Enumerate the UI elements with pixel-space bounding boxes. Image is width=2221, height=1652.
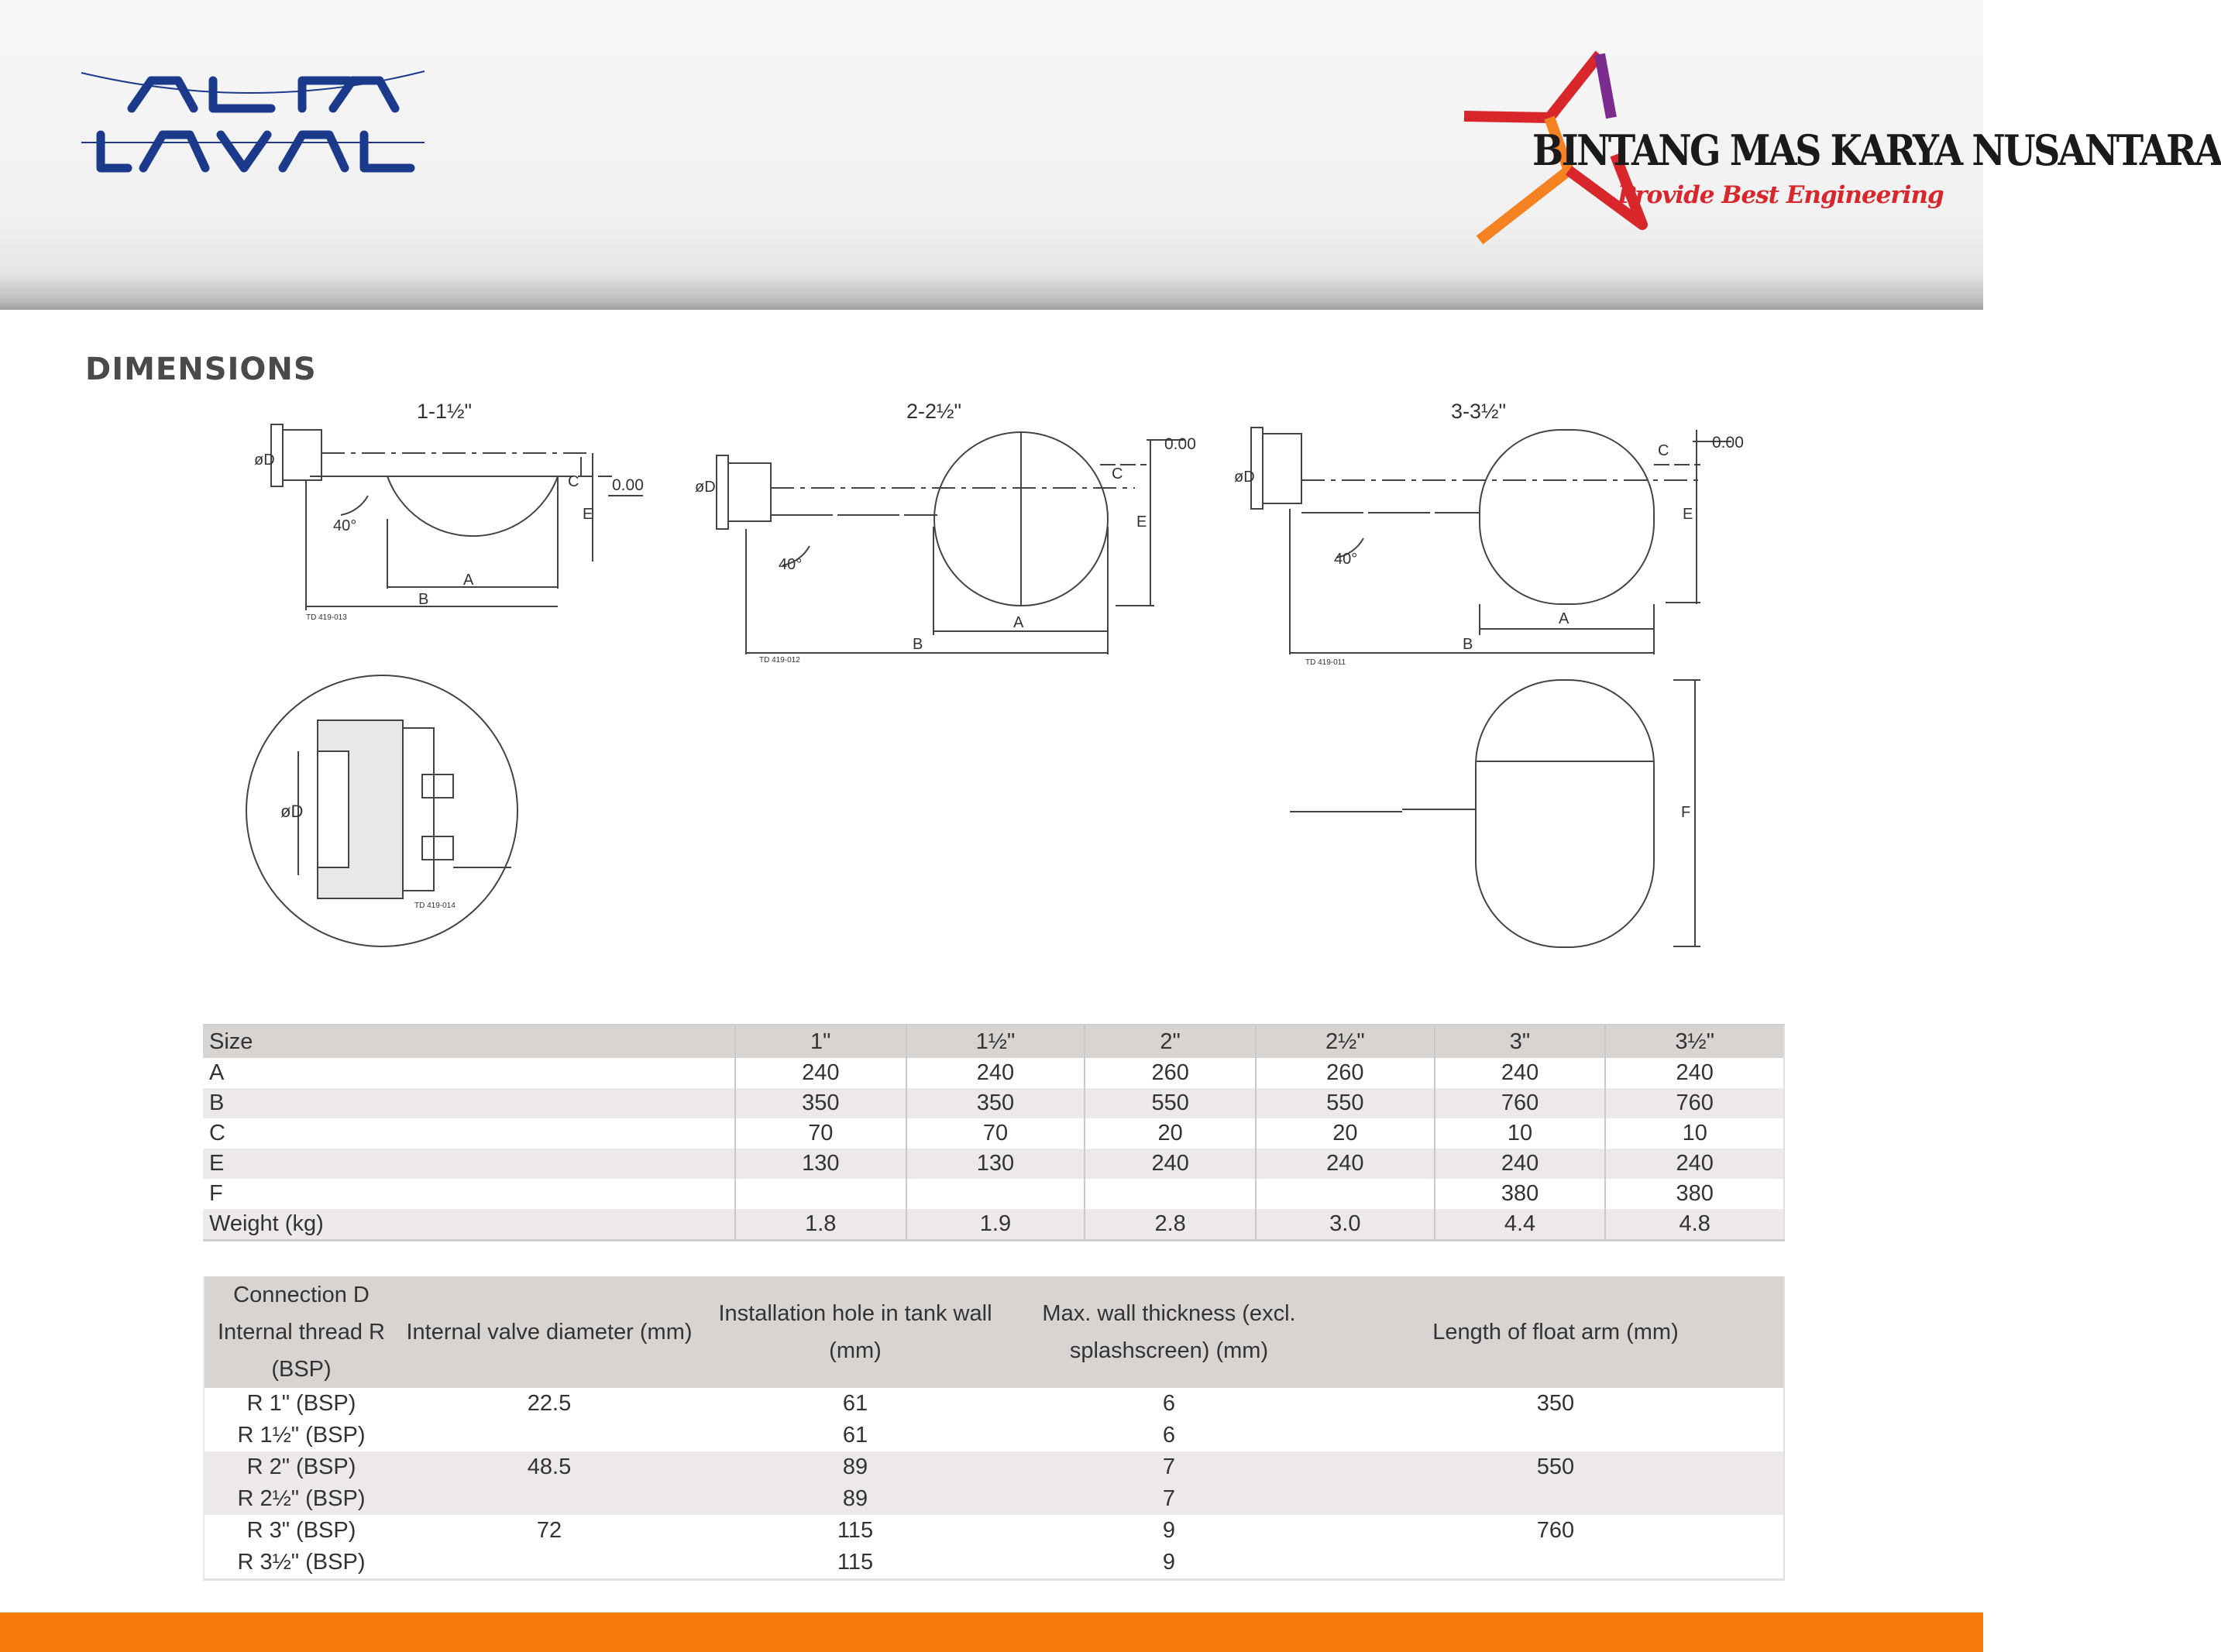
view-2-title: 2-2½": [906, 400, 962, 423]
cell: 22.5: [398, 1388, 700, 1420]
cell: [906, 1179, 1085, 1209]
cell: 72: [398, 1515, 700, 1547]
cell: [1256, 1179, 1435, 1209]
view-1-label-b: B: [418, 591, 429, 608]
view-1-title: 1-1½": [417, 400, 473, 423]
header-size-1: 1": [735, 1025, 906, 1058]
cell: 130: [906, 1149, 1085, 1179]
header-wall-thickness: Max. wall thickness (excl. splashscreen) (mm): [1010, 1276, 1328, 1388]
cell: 240: [1085, 1149, 1256, 1179]
view-1-label-e: E: [583, 506, 593, 523]
row-label: B: [203, 1088, 735, 1118]
cell: 240: [1605, 1149, 1784, 1179]
cell: 350: [906, 1088, 1085, 1118]
cell: 89: [700, 1483, 1010, 1515]
cell: R 3½" (BSP): [204, 1547, 398, 1580]
view-3-label-a: A: [1559, 610, 1569, 627]
view-3-title: 3-3½": [1451, 400, 1507, 423]
technical-drawings: [0, 387, 1983, 976]
cell: 3.0: [1256, 1209, 1435, 1241]
cell: [398, 1483, 700, 1515]
company-name: BINTANG MAS KARYA NUSANTARA: [1532, 125, 2221, 175]
cell: 760: [1328, 1515, 1784, 1547]
side-view: [1290, 680, 1700, 947]
header-valve-diameter: Internal valve diameter (mm): [398, 1276, 700, 1388]
view-1-label-c: C: [568, 473, 579, 490]
cell: 2.8: [1085, 1209, 1256, 1241]
cell: 9: [1010, 1515, 1328, 1547]
detail-ref: TD 419-014: [414, 902, 456, 910]
table-row: [203, 1149, 1784, 1179]
cell: 1.8: [735, 1209, 906, 1241]
footer-bar: [0, 1613, 1983, 1652]
cell: 48.5: [398, 1451, 700, 1483]
header-size-3: 3": [1435, 1025, 1606, 1058]
row-label: Weight (kg): [203, 1209, 735, 1241]
table-row: [203, 1058, 1784, 1088]
header-installation-hole: Installation hole in tank wall (mm): [700, 1276, 1010, 1388]
connection-table-header: [204, 1276, 1784, 1388]
cell: 350: [1328, 1388, 1784, 1420]
cell: 7: [1010, 1451, 1328, 1483]
view-2-label-b: B: [913, 636, 923, 653]
cell: [1085, 1179, 1256, 1209]
cell: 70: [906, 1118, 1085, 1149]
cell: 70: [735, 1118, 906, 1149]
row-label: A: [203, 1058, 735, 1088]
cell: 61: [700, 1388, 1010, 1420]
view-1-label-a: A: [463, 572, 474, 589]
table-row: [204, 1483, 1784, 1515]
cell: R 3" (BSP): [204, 1515, 398, 1547]
cell: 240: [906, 1058, 1085, 1088]
cell: 240: [1256, 1149, 1435, 1179]
header-size-2: 2": [1085, 1025, 1256, 1058]
view-3-datum: 0.00: [1712, 434, 1744, 452]
dimension-table-header: [203, 1025, 1784, 1058]
cell: 760: [1605, 1088, 1784, 1118]
header-size: Size: [203, 1025, 735, 1058]
cell: 240: [735, 1058, 906, 1088]
cell: R 1" (BSP): [204, 1388, 398, 1420]
drawing-view-3: [1251, 428, 1731, 654]
cell: R 1½" (BSP): [204, 1420, 398, 1451]
company-tagline: Provide Best Engineering: [1618, 181, 1944, 209]
cell: 10: [1605, 1118, 1784, 1149]
cell: R 2" (BSP): [204, 1451, 398, 1483]
table-row: [203, 1179, 1784, 1209]
table-row: [204, 1388, 1784, 1420]
view-2-label-c: C: [1112, 465, 1123, 483]
cell: 240: [1435, 1149, 1606, 1179]
cell: R 2½" (BSP): [204, 1483, 398, 1515]
cell: [1328, 1420, 1784, 1451]
cell: 760: [1435, 1088, 1606, 1118]
cell: [1328, 1483, 1784, 1515]
header-connection: Connection D Internal thread R (BSP): [204, 1276, 398, 1388]
cell: 115: [700, 1547, 1010, 1580]
cell: 6: [1010, 1420, 1328, 1451]
view-2-angle: 40°: [779, 556, 803, 573]
table-row: [203, 1209, 1784, 1241]
view-3-label-c: C: [1658, 442, 1669, 459]
table-row: [203, 1118, 1784, 1149]
view-3-ref: TD 419-011: [1305, 658, 1346, 667]
cell: 10: [1435, 1118, 1606, 1149]
header-size-3-5: 3½": [1605, 1025, 1784, 1058]
view-2-datum: 0.00: [1164, 435, 1196, 453]
header-size-2-5: 2½": [1256, 1025, 1435, 1058]
dimension-table: [203, 1024, 1785, 1242]
detail-label-d: øD: [280, 802, 304, 821]
cell: 115: [700, 1515, 1010, 1547]
cell: 7: [1010, 1483, 1328, 1515]
view-1-label-d: øD: [254, 452, 275, 469]
cell: 4.8: [1605, 1209, 1784, 1241]
connection-table: [203, 1276, 1785, 1581]
header-float-arm: Length of float arm (mm): [1328, 1276, 1784, 1388]
cell: 6: [1010, 1388, 1328, 1420]
cell: 61: [700, 1420, 1010, 1451]
view-1-ref: TD 419-013: [306, 613, 347, 622]
row-label: F: [203, 1179, 735, 1209]
view-3-label-b: B: [1463, 636, 1473, 653]
view-2-label-d: øD: [695, 479, 716, 496]
cell: 1.9: [906, 1209, 1085, 1241]
cell: 240: [1435, 1058, 1606, 1088]
cell: 260: [1256, 1058, 1435, 1088]
cell: 550: [1085, 1088, 1256, 1118]
cell: 4.4: [1435, 1209, 1606, 1241]
section-title: DIMENSIONS: [85, 352, 317, 387]
view-3-label-d: øD: [1234, 469, 1255, 486]
cell: 260: [1085, 1058, 1256, 1088]
cell: 350: [735, 1088, 906, 1118]
page-header: [0, 0, 2221, 310]
table-row: [204, 1515, 1784, 1547]
view-3-label-e: E: [1683, 506, 1693, 523]
row-label: C: [203, 1118, 735, 1149]
cell: [1328, 1547, 1784, 1580]
cell: 380: [1435, 1179, 1606, 1209]
table-row: [204, 1547, 1784, 1580]
cell: 550: [1328, 1451, 1784, 1483]
side-view-label-f: F: [1681, 804, 1691, 821]
view-2-ref: TD 419-012: [759, 656, 800, 665]
view-2-label-e: E: [1136, 513, 1147, 531]
cell: [398, 1547, 700, 1580]
cell: 130: [735, 1149, 906, 1179]
cell: 20: [1256, 1118, 1435, 1149]
cell: 550: [1256, 1088, 1435, 1118]
view-1-datum: 0.00: [612, 476, 644, 494]
table-row: [204, 1451, 1784, 1483]
header-size-1-5: 1½": [906, 1025, 1085, 1058]
cell: [398, 1420, 700, 1451]
cell: 89: [700, 1451, 1010, 1483]
table-row: [203, 1088, 1784, 1118]
cell: 9: [1010, 1547, 1328, 1580]
cell: 20: [1085, 1118, 1256, 1149]
cell: [735, 1179, 906, 1209]
alfa-laval-logo: [77, 64, 434, 187]
row-label: E: [203, 1149, 735, 1179]
cell: 240: [1605, 1058, 1784, 1088]
view-2-label-a: A: [1013, 614, 1024, 631]
view-3-angle: 40°: [1334, 551, 1358, 568]
table-row: [204, 1420, 1784, 1451]
view-1-angle: 40°: [333, 517, 357, 534]
cell: 380: [1605, 1179, 1784, 1209]
